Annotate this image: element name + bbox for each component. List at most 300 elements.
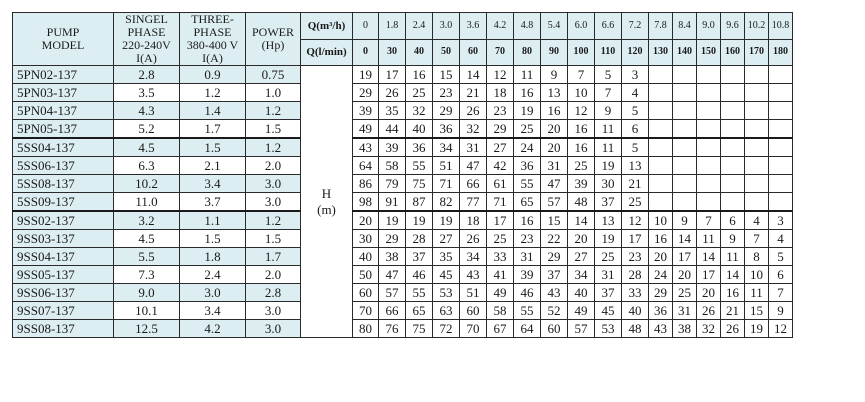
head-value-cell: 47 — [379, 266, 406, 284]
head-value-cell — [649, 66, 673, 84]
head-value-cell — [721, 84, 745, 102]
head-value-cell: 36 — [406, 138, 433, 157]
head-value-cell: 6 — [622, 120, 649, 139]
head-value-cell: 15 — [433, 66, 460, 84]
power-cell: 2.8 — [246, 284, 301, 302]
single-phase-current-cell: 5.2 — [114, 120, 180, 139]
q-lmin-cell: 100 — [568, 39, 595, 66]
table-body — [13, 66, 793, 338]
head-label-symbol: H — [321, 185, 332, 201]
q-m3h-cell: 10.2 — [745, 13, 769, 40]
pump-model-cell: 9SS02-137 — [13, 211, 114, 230]
head-value-cell: 25 — [514, 120, 541, 139]
head-value-cell: 22 — [541, 230, 568, 248]
head-value-cell — [769, 157, 793, 175]
q-lmin-cell: 170 — [745, 39, 769, 66]
head-value-cell: 49 — [568, 302, 595, 320]
table-row — [13, 102, 793, 120]
q-m3h-cell: 6.6 — [595, 13, 622, 40]
head-value-cell: 31 — [541, 157, 568, 175]
head-value-cell — [649, 157, 673, 175]
single-phase-current-cell: 10.1 — [114, 302, 180, 320]
head-value-cell: 19 — [745, 320, 769, 338]
q-lmin-cell: 150 — [697, 39, 721, 66]
head-value-cell — [673, 84, 697, 102]
three-phase-current-cell: 1.8 — [180, 248, 246, 266]
head-value-cell: 16 — [406, 66, 433, 84]
head-value-cell — [673, 120, 697, 139]
head-value-cell — [697, 175, 721, 193]
head-value-cell — [697, 138, 721, 157]
head-value-cell: 13 — [595, 211, 622, 230]
head-value-cell: 27 — [433, 230, 460, 248]
pump-model-cell: 5PN03-137 — [13, 84, 114, 102]
q-m3h-cell: 8.4 — [673, 13, 697, 40]
single-phase-current-cell: 6.3 — [114, 157, 180, 175]
three-phase-current-cell: 3.0 — [180, 284, 246, 302]
head-value-cell: 55 — [406, 284, 433, 302]
head-value-cell: 75 — [406, 320, 433, 338]
head-value-cell — [721, 175, 745, 193]
head-value-cell: 16 — [514, 84, 541, 102]
head-value-cell: 29 — [353, 84, 379, 102]
head-value-cell: 58 — [379, 157, 406, 175]
head-value-cell: 17 — [379, 66, 406, 84]
pump-model-cell: 5PN05-137 — [13, 120, 114, 139]
head-value-cell: 29 — [433, 102, 460, 120]
q-lmin-cell: 70 — [487, 39, 514, 66]
single-phase-current-cell: 4.5 — [114, 230, 180, 248]
head-value-cell: 42 — [487, 157, 514, 175]
head-value-cell: 48 — [568, 193, 595, 212]
power-cell: 1.2 — [246, 102, 301, 120]
head-value-cell — [673, 66, 697, 84]
head-value-cell: 46 — [514, 284, 541, 302]
head-value-cell: 71 — [487, 193, 514, 212]
q-m3h-cell: 9.6 — [721, 13, 745, 40]
head-value-cell — [745, 102, 769, 120]
table-row — [13, 84, 793, 102]
head-value-cell: 32 — [406, 102, 433, 120]
head-value-cell: 34 — [433, 138, 460, 157]
three-phase-current-cell: 1.1 — [180, 211, 246, 230]
q-m3h-cell: 4.2 — [487, 13, 514, 40]
table-row — [13, 138, 793, 157]
three-phase-current-cell: 0.9 — [180, 66, 246, 84]
head-value-cell: 14 — [697, 248, 721, 266]
head-value-cell: 31 — [595, 266, 622, 284]
single-phase-current-cell: 10.2 — [114, 175, 180, 193]
head-value-cell — [769, 102, 793, 120]
head-value-cell: 16 — [514, 211, 541, 230]
head-value-cell: 36 — [514, 157, 541, 175]
table-row — [13, 284, 793, 302]
head-value-cell: 7 — [697, 211, 721, 230]
head-value-cell: 39 — [379, 138, 406, 157]
head-value-cell — [673, 138, 697, 157]
head-value-cell: 77 — [460, 193, 487, 212]
head-value-cell: 20 — [673, 266, 697, 284]
head-value-cell — [673, 157, 697, 175]
pump-model-cell: 5PN02-137 — [13, 66, 114, 84]
head-value-cell: 40 — [353, 248, 379, 266]
head-value-cell: 49 — [487, 284, 514, 302]
head-value-cell: 47 — [541, 175, 568, 193]
single-phase-current-cell: 7.3 — [114, 266, 180, 284]
head-value-cell: 37 — [595, 193, 622, 212]
head-value-cell: 8 — [745, 248, 769, 266]
head-value-cell: 17 — [673, 248, 697, 266]
head-value-cell: 66 — [379, 302, 406, 320]
head-value-cell: 20 — [649, 248, 673, 266]
head-value-cell: 14 — [568, 211, 595, 230]
pump-model-cell: 5SS08-137 — [13, 175, 114, 193]
head-value-cell: 25 — [595, 248, 622, 266]
table-row — [13, 230, 793, 248]
head-value-cell — [769, 175, 793, 193]
head-value-cell — [649, 175, 673, 193]
q-lmin-cell: 80 — [514, 39, 541, 66]
q-m3h-cell: 10.8 — [769, 13, 793, 40]
head-value-cell — [745, 193, 769, 212]
power-cell: 3.0 — [246, 320, 301, 338]
head-value-cell: 33 — [487, 248, 514, 266]
head-value-cell: 10 — [745, 266, 769, 284]
head-value-cell: 19 — [379, 211, 406, 230]
head-value-cell: 48 — [622, 320, 649, 338]
head-value-cell: 28 — [406, 230, 433, 248]
head-value-cell: 7 — [745, 230, 769, 248]
head-value-cell: 91 — [379, 193, 406, 212]
head-value-cell: 29 — [487, 120, 514, 139]
single-phase-current-cell: 4.3 — [114, 102, 180, 120]
head-value-cell — [745, 66, 769, 84]
three-phase-current-cell: 1.4 — [180, 102, 246, 120]
head-value-cell: 51 — [460, 284, 487, 302]
head-value-cell: 49 — [353, 120, 379, 139]
head-value-cell: 39 — [514, 266, 541, 284]
table-row — [13, 66, 793, 84]
head-value-cell: 7 — [595, 84, 622, 102]
head-value-cell: 26 — [460, 102, 487, 120]
table-row — [13, 302, 793, 320]
head-value-cell: 70 — [353, 302, 379, 320]
head-value-cell: 6 — [721, 211, 745, 230]
power-cell: 3.0 — [246, 193, 301, 212]
single-phase-current-cell: 2.8 — [114, 66, 180, 84]
header-q-lmin-label: Q(l/min) — [301, 39, 353, 66]
head-value-cell: 44 — [379, 120, 406, 139]
q-lmin-cell: 110 — [595, 39, 622, 66]
pump-model-cell: 9SS07-137 — [13, 302, 114, 320]
head-value-cell: 39 — [568, 175, 595, 193]
head-value-cell: 11 — [514, 66, 541, 84]
head-value-cell: 46 — [406, 266, 433, 284]
head-value-cell — [697, 157, 721, 175]
power-cell: 1.0 — [246, 84, 301, 102]
head-value-cell: 31 — [460, 138, 487, 157]
head-value-cell: 4 — [769, 230, 793, 248]
head-value-cell: 57 — [568, 320, 595, 338]
head-value-cell: 16 — [541, 102, 568, 120]
head-value-cell: 75 — [406, 175, 433, 193]
head-value-cell — [769, 120, 793, 139]
head-value-cell: 26 — [721, 320, 745, 338]
q-lmin-cell: 140 — [673, 39, 697, 66]
head-value-cell: 36 — [433, 120, 460, 139]
head-value-cell: 26 — [697, 302, 721, 320]
pump-performance-table — [12, 12, 793, 338]
head-value-cell: 20 — [697, 284, 721, 302]
head-value-cell: 65 — [406, 302, 433, 320]
head-value-cell: 63 — [433, 302, 460, 320]
head-value-cell: 25 — [487, 230, 514, 248]
head-value-cell: 9 — [673, 211, 697, 230]
head-value-cell: 61 — [487, 175, 514, 193]
head-value-cell: 10 — [568, 84, 595, 102]
head-value-cell — [721, 193, 745, 212]
head-value-cell: 30 — [595, 175, 622, 193]
head-value-cell — [697, 193, 721, 212]
q-lmin-cell: 40 — [406, 39, 433, 66]
head-value-cell: 34 — [460, 248, 487, 266]
head-value-cell — [673, 193, 697, 212]
head-value-cell: 66 — [460, 175, 487, 193]
head-value-cell: 32 — [697, 320, 721, 338]
q-m3h-cell: 7.2 — [622, 13, 649, 40]
table-row — [13, 120, 793, 139]
head-value-cell: 55 — [406, 157, 433, 175]
head-value-cell: 64 — [514, 320, 541, 338]
head-value-cell: 9 — [721, 230, 745, 248]
header-three-phase: THREE- PHASE 380-400 V I(A) — [180, 13, 246, 66]
power-cell: 1.5 — [246, 120, 301, 139]
head-value-cell: 21 — [721, 302, 745, 320]
head-value-cell: 18 — [460, 211, 487, 230]
pump-model-cell: 5SS09-137 — [13, 193, 114, 212]
head-value-cell: 6 — [769, 266, 793, 284]
head-value-cell: 43 — [353, 138, 379, 157]
q-lmin-cell: 120 — [622, 39, 649, 66]
three-phase-current-cell: 3.4 — [180, 302, 246, 320]
three-phase-current-cell: 3.7 — [180, 193, 246, 212]
q-lmin-cell: 60 — [460, 39, 487, 66]
q-m3h-cell: 2.4 — [406, 13, 433, 40]
head-value-cell: 79 — [379, 175, 406, 193]
head-value-cell: 39 — [353, 102, 379, 120]
head-value-cell — [697, 66, 721, 84]
three-phase-current-cell: 1.7 — [180, 120, 246, 139]
head-value-cell: 26 — [460, 230, 487, 248]
head-value-cell: 5 — [595, 66, 622, 84]
head-value-cell: 19 — [353, 66, 379, 84]
head-value-cell: 38 — [673, 320, 697, 338]
head-value-cell: 7 — [568, 66, 595, 84]
head-value-cell — [649, 138, 673, 157]
head-value-cell: 37 — [595, 284, 622, 302]
head-value-cell: 19 — [433, 211, 460, 230]
head-value-cell: 10 — [649, 211, 673, 230]
head-value-cell: 76 — [379, 320, 406, 338]
head-value-cell: 23 — [433, 84, 460, 102]
head-value-cell — [745, 157, 769, 175]
head-value-cell: 16 — [649, 230, 673, 248]
head-value-cell: 18 — [487, 84, 514, 102]
head-value-cell: 53 — [595, 320, 622, 338]
head-value-cell: 20 — [541, 120, 568, 139]
head-value-cell: 11 — [721, 248, 745, 266]
head-value-cell: 52 — [541, 302, 568, 320]
head-value-cell — [673, 102, 697, 120]
head-value-cell — [745, 120, 769, 139]
head-value-cell: 19 — [514, 102, 541, 120]
head-value-cell — [721, 138, 745, 157]
head-value-cell: 24 — [514, 138, 541, 157]
head-value-cell: 87 — [406, 193, 433, 212]
three-phase-current-cell: 2.4 — [180, 266, 246, 284]
three-phase-current-cell: 1.2 — [180, 84, 246, 102]
head-value-cell: 35 — [379, 102, 406, 120]
table-row — [13, 320, 793, 338]
three-phase-current-cell: 2.1 — [180, 157, 246, 175]
q-lmin-cell: 0 — [353, 39, 379, 66]
head-value-cell: 51 — [433, 157, 460, 175]
head-value-cell: 55 — [514, 175, 541, 193]
head-value-cell — [721, 157, 745, 175]
head-value-cell: 20 — [353, 211, 379, 230]
head-value-cell: 12 — [622, 211, 649, 230]
head-value-cell — [697, 84, 721, 102]
head-value-cell: 12 — [487, 66, 514, 84]
three-phase-current-cell: 1.5 — [180, 230, 246, 248]
head-label — [301, 66, 353, 338]
head-value-cell — [745, 175, 769, 193]
single-phase-current-cell: 3.5 — [114, 84, 180, 102]
head-value-cell: 24 — [649, 266, 673, 284]
head-value-cell — [745, 138, 769, 157]
head-value-cell — [649, 193, 673, 212]
head-value-cell: 25 — [673, 284, 697, 302]
q-m3h-cell: 3.0 — [433, 13, 460, 40]
head-value-cell: 19 — [595, 157, 622, 175]
head-value-cell: 29 — [541, 248, 568, 266]
head-value-cell: 43 — [460, 266, 487, 284]
head-value-cell: 11 — [595, 120, 622, 139]
head-value-cell: 32 — [460, 120, 487, 139]
head-value-cell: 17 — [697, 266, 721, 284]
head-value-cell: 40 — [622, 302, 649, 320]
head-value-cell: 4 — [622, 84, 649, 102]
q-m3h-cell: 3.6 — [460, 13, 487, 40]
power-cell: 1.2 — [246, 211, 301, 230]
head-value-cell: 53 — [433, 284, 460, 302]
q-lmin-cell: 30 — [379, 39, 406, 66]
head-value-cell: 16 — [568, 138, 595, 157]
head-value-cell: 9 — [595, 102, 622, 120]
head-value-cell: 65 — [514, 193, 541, 212]
pump-model-cell: 9SS03-137 — [13, 230, 114, 248]
single-phase-current-cell: 9.0 — [114, 284, 180, 302]
q-m3h-cell: 0 — [353, 13, 379, 40]
head-value-cell: 55 — [514, 302, 541, 320]
head-value-cell: 11 — [745, 284, 769, 302]
head-value-cell: 29 — [649, 284, 673, 302]
table-row — [13, 211, 793, 230]
head-value-cell: 15 — [541, 211, 568, 230]
single-phase-current-cell: 11.0 — [114, 193, 180, 212]
power-cell: 1.5 — [246, 230, 301, 248]
head-value-cell — [673, 175, 697, 193]
head-value-cell: 5 — [622, 138, 649, 157]
head-value-cell: 11 — [697, 230, 721, 248]
power-cell: 2.0 — [246, 266, 301, 284]
head-value-cell — [769, 138, 793, 157]
head-value-cell: 43 — [541, 284, 568, 302]
head-value-cell: 31 — [514, 248, 541, 266]
head-label-unit: (m) — [317, 201, 336, 217]
pump-model-cell: 5PN04-137 — [13, 102, 114, 120]
header-single-phase: SINGEL PHASE 220-240V I(A) — [114, 13, 180, 66]
head-value-cell: 60 — [541, 320, 568, 338]
q-lmin-cell: 130 — [649, 39, 673, 66]
head-value-cell — [649, 84, 673, 102]
head-value-cell — [721, 66, 745, 84]
three-phase-current-cell: 3.4 — [180, 175, 246, 193]
head-value-cell — [769, 66, 793, 84]
head-value-cell: 40 — [568, 284, 595, 302]
head-value-cell: 60 — [353, 284, 379, 302]
power-cell: 3.0 — [246, 175, 301, 193]
head-value-cell: 15 — [745, 302, 769, 320]
single-phase-current-cell: 12.5 — [114, 320, 180, 338]
head-value-cell — [697, 102, 721, 120]
head-value-cell: 11 — [595, 138, 622, 157]
head-value-cell: 37 — [406, 248, 433, 266]
q-m3h-cell: 1.8 — [379, 13, 406, 40]
q-lmin-cell: 180 — [769, 39, 793, 66]
head-value-cell: 30 — [353, 230, 379, 248]
head-value-cell: 29 — [379, 230, 406, 248]
power-cell: 3.0 — [246, 302, 301, 320]
head-value-cell — [769, 84, 793, 102]
head-value-cell: 64 — [353, 157, 379, 175]
pump-model-cell: 9SS04-137 — [13, 248, 114, 266]
head-value-cell: 43 — [649, 320, 673, 338]
head-value-cell: 23 — [622, 248, 649, 266]
head-value-cell: 45 — [433, 266, 460, 284]
head-value-cell: 9 — [541, 66, 568, 84]
power-cell: 0.75 — [246, 66, 301, 84]
head-value-cell: 47 — [460, 157, 487, 175]
single-phase-current-cell: 3.2 — [114, 211, 180, 230]
head-value-cell: 4 — [745, 211, 769, 230]
q-m3h-cell: 9.0 — [697, 13, 721, 40]
head-value-cell: 37 — [541, 266, 568, 284]
head-value-cell: 21 — [460, 84, 487, 102]
pump-model-cell: 9SS05-137 — [13, 266, 114, 284]
header-power: POWER (Hp) — [246, 13, 301, 66]
head-value-cell: 14 — [673, 230, 697, 248]
head-value-cell: 17 — [622, 230, 649, 248]
q-lmin-cell: 160 — [721, 39, 745, 66]
head-value-cell: 5 — [622, 102, 649, 120]
head-value-cell: 71 — [433, 175, 460, 193]
head-value-cell — [649, 102, 673, 120]
header-q-m3h-label: Q(m³/h) — [301, 13, 353, 40]
head-value-cell: 14 — [721, 266, 745, 284]
head-value-cell: 12 — [769, 320, 793, 338]
q-m3h-cell: 4.8 — [514, 13, 541, 40]
